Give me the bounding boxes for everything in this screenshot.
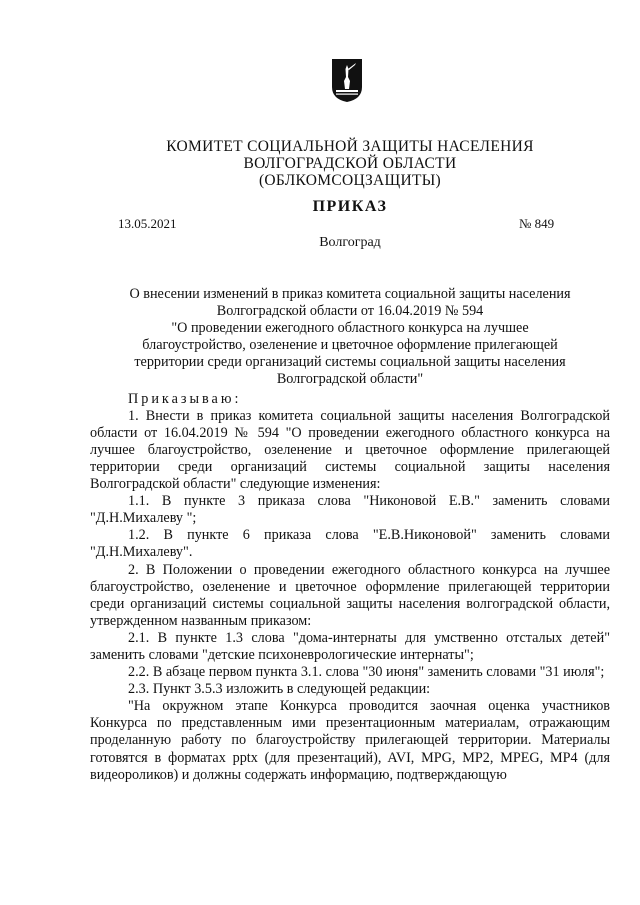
volgograd-coat-of-arms-icon <box>330 57 364 103</box>
title-line-3: "О проведении ежегодного областного конкурса на лучшее <box>171 320 529 337</box>
document-city: Волгоград <box>319 235 381 250</box>
paragraph-2-1: 2.1. В пункте 1.3 слова "дома-интернаты для умственно отсталых детей" заменить словами "детские психоневрологические интернаты"; <box>90 629 610 663</box>
org-line-1: КОМИТЕТ СОЦИАЛЬНОЙ ЗАЩИТЫ НАСЕЛЕНИЯ <box>166 138 534 155</box>
document-date: 13.05.2021 <box>118 216 177 231</box>
title-line-1: О внесении изменений в приказ комитета социальной защиты населения <box>129 286 571 302</box>
paragraph-1-2: 1.2. В пункте 6 приказа слова "Е.В.Никоновой" заменить словами "Д.Н.Михалеву". <box>90 527 610 561</box>
paragraph-2-2: 2.2. В абзаце первом пункта 3.1. слова "30 июня" заменить словами "31 июля"; <box>128 664 605 681</box>
document-title <box>90 286 610 389</box>
organization-name <box>120 138 580 189</box>
paragraph-2-3: 2.3. Пункт 3.5.3 изложить в следующей редакции: <box>128 681 431 698</box>
order-word: Приказываю: <box>128 390 242 407</box>
paragraph-1-1: 1.1. В пункте 3 приказа слова "Никоновой Е.В." заменить словами "Д.Н.Михалеву "; <box>90 493 610 527</box>
title-line-4: благоустройство, озеленение и цветочное оформление прилегающей <box>142 337 558 354</box>
document-type: ПРИКАЗ <box>312 198 388 215</box>
document-number: № 849 <box>519 216 555 231</box>
title-line-5: территории среди организаций системы социальной защиты населения <box>134 354 566 371</box>
document-body <box>90 286 610 784</box>
org-line-3: (ОБЛКОМСОЦЗАЩИТЫ) <box>258 172 442 189</box>
title-line-6: Волгоградской области" <box>276 371 424 388</box>
paragraph-quote: "На окружном этапе Конкурса проводится заочная оценка участников Конкурса по представленным ими презентационным материалам, отражающим проделанную работу по благоустройству прилегающей территории. Материалы готовятся в форматах pptx (для презентаций), AVI, MPG, MP2, MPEG, MP4 (для видеороликов) и должны содержать информацию, подтверждающую <box>90 698 610 783</box>
paragraph-1: 1. Внести в приказ комитета социальной защиты населения Волгоградской области от 16.04.2019 № 594 "О проведении ежегодного областного конкурса на лучшее благоустройство, озеленение и цветочное оформление прилегающей территории среди организаций системы социальной защиты населения Волгоградской области" следующие изменения: <box>90 407 610 493</box>
org-line-2: ВОЛГОГРАДСКОЙ ОБЛАСТИ <box>243 155 457 172</box>
title-line-2: Волгоградской области от 16.04.2019 № 594 <box>216 303 484 320</box>
paragraph-2: 2. В Положении о проведении ежегодного областного конкурса на лучшее благоустройство, озеленение и цветочное оформление прилегающей территории среди организаций системы социальной защиты населения волгоградской области, утвержденном названным приказом: <box>90 561 610 629</box>
